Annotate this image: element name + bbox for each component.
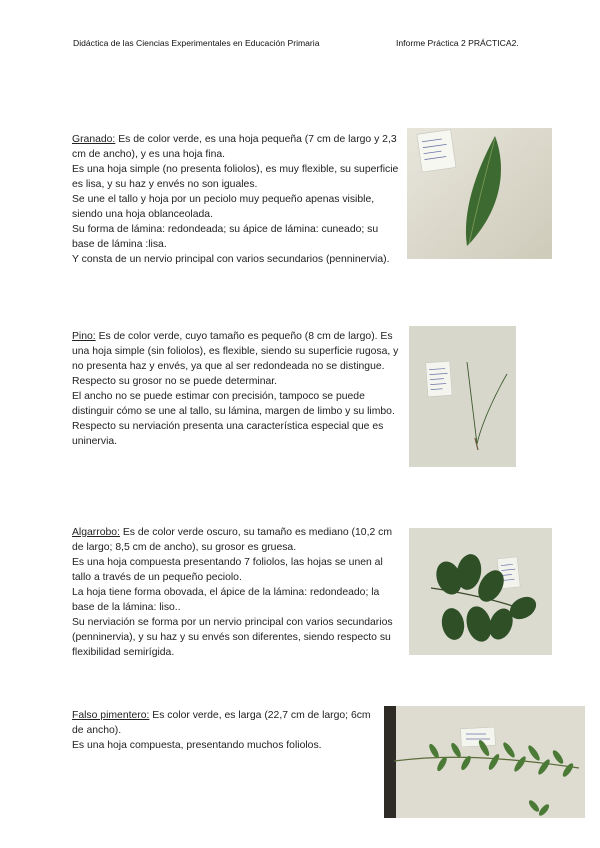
leaf-name: Falso pimentero: [72, 710, 150, 721]
text-line: Su forma de lámina: redondeada; su ápice de lámina: cuneado; su base de lámina :lisa. [72, 224, 379, 250]
text-line: Es color verde, es larga (22,7 cm de largo; 6cm de ancho). [72, 710, 371, 736]
paragraph [72, 329, 402, 374]
photo-falso-pimentero [384, 706, 585, 818]
section-falso-pimentero [72, 708, 372, 753]
text-line: Es una hoja compuesta, presentando muchos foliolos. [72, 740, 322, 751]
leaf-name: Algarrobo: [72, 527, 120, 538]
text-line: La hoja tiene forma obovada, el ápice de la lámina: redondeado; la base de la lámina: liso.. [72, 587, 380, 613]
text-line: Y consta de un nervio principal con varios secundarios (penninervia). [72, 254, 390, 265]
text-line: Es de color verde oscuro, su tamaño es mediano (10,2 cm de largo; 8,5 cm de ancho), su grosor es gruesa. [72, 527, 392, 553]
leaf-name: Pino: [72, 331, 96, 342]
photo-pino [409, 326, 516, 467]
header-report: Informe Práctica 2 PRÁCTICA2. [396, 38, 519, 48]
text-line: Su nerviación se forma por un nervio principal con varios secundarios (penninervia), y su haz y su envés son diferentes, siendo respecto su flexibilidad semirígida. [72, 617, 393, 658]
photo-algarrobo [409, 528, 552, 655]
text-line: Respecto su nerviación presenta una característica especial que es uninervia. [72, 421, 384, 447]
section-algarrobo [72, 525, 402, 660]
photo-granado [407, 128, 552, 259]
paragraph [72, 708, 372, 738]
text-line: Es una hoja simple (no presenta foliolos), es muy flexible, su superficie es lisa, y su haz y envés no son iguales. [72, 164, 399, 190]
text-line: El ancho no se puede estimar con precisión, tampoco se puede distinguir cómo se une al tallo, su lámina, margen de limbo y su limbo. [72, 391, 395, 417]
paragraph [72, 132, 402, 162]
text-line: Es una hoja compuesta presentando 7 foliolos, las hojas se unen al tallo a través de un pequeño peciolo. [72, 557, 383, 583]
section-pino [72, 329, 402, 449]
text-line: Se une el tallo y hoja por un peciolo muy pequeño apenas visible, siendo una hoja oblanceolada. [72, 194, 375, 220]
leaf-name: Granado: [72, 134, 116, 145]
paragraph [72, 525, 402, 555]
text-line: Es de color verde, cuyo tamaño es pequeño (8 cm de largo). Es una hoja simple (sin foliolos), es flexible, siendo su superficie rugosa, y no presenta haz y envés, ya que al ser redondeada no se distingue. [72, 331, 399, 372]
header-course: Didáctica de las Ciencias Experimentales en Educación Primaria [73, 38, 320, 48]
section-granado [72, 132, 402, 267]
text-line: Respecto su grosor no se puede determinar. [72, 376, 278, 387]
text-line: Es de color verde, es una hoja pequeña (7 cm de largo y 2,3 cm de ancho), y es una hoja fina. [72, 134, 397, 160]
